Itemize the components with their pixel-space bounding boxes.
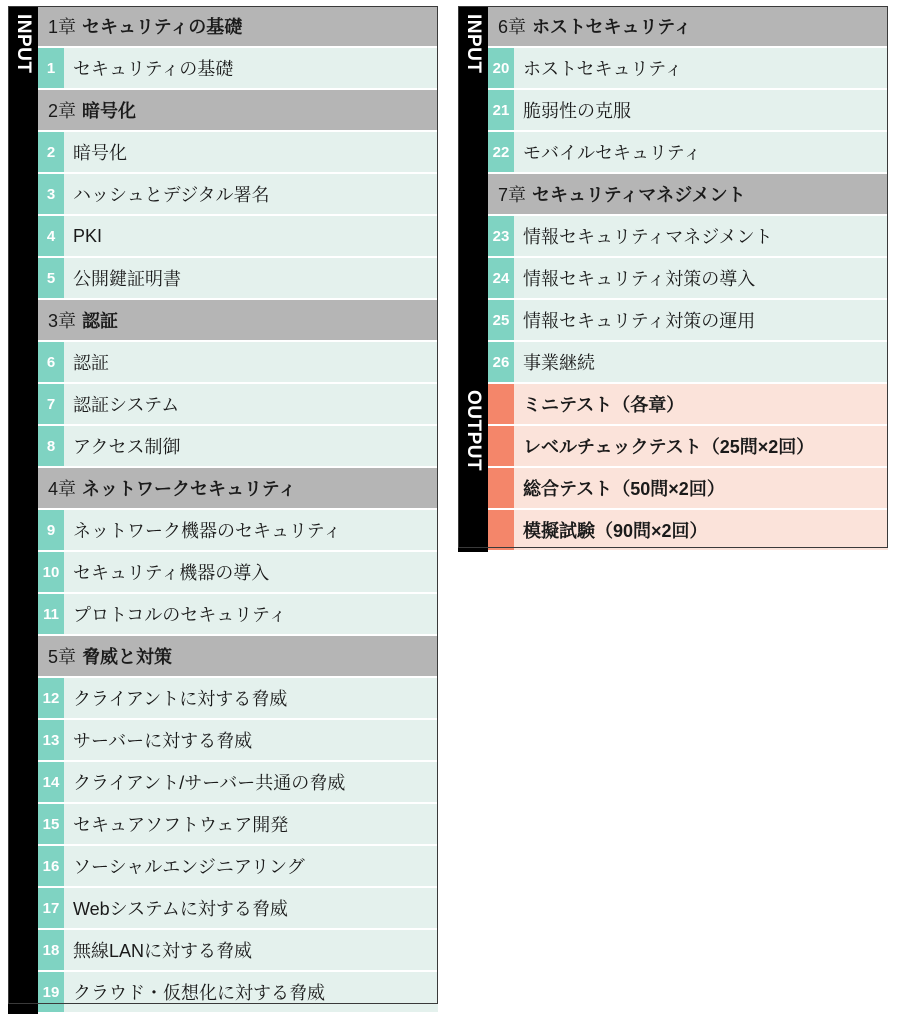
lesson-row[interactable] [38,804,438,846]
lesson-number: 3 [38,174,64,214]
lesson-title: クライアントに対する脅威 [73,689,288,709]
left-column [8,6,438,1014]
output-rail-right-label: OUTPUT [463,390,484,472]
right-column-rows [488,6,888,552]
output-swatch [488,468,514,508]
lesson-number: 12 [38,678,64,718]
lesson-row[interactable] [38,342,438,384]
lesson-title: 情報セキュリティマネジメント [523,227,773,247]
lesson-number: 9 [38,510,64,550]
lesson-row[interactable] [38,552,438,594]
lesson-row[interactable] [38,174,438,216]
output-row[interactable] [488,510,888,552]
chapter-number: 4章 [48,479,77,499]
output-row[interactable] [488,426,888,468]
chapter-title: ホストセキュリティ [532,17,692,37]
chapter-title: 暗号化 [82,101,137,121]
lesson-title: プロトコルのセキュリティ [73,605,287,625]
lesson-row[interactable] [488,90,888,132]
lesson-row[interactable] [38,720,438,762]
lesson-number: 16 [38,846,64,886]
lesson-title: 脆弱性の克服 [523,101,631,121]
output-row[interactable] [488,384,888,426]
lesson-title: ネットワーク機器のセキュリティ [73,521,342,541]
lesson-title: 情報セキュリティ対策の運用 [523,311,756,331]
output-title: 総合テスト（50問×2回） [523,479,725,499]
chapter-title: ネットワークセキュリティ [82,479,297,499]
lesson-row[interactable] [38,972,438,1014]
chapter-label [38,468,296,508]
input-rail-left-label: INPUT [13,14,34,74]
lesson-row[interactable] [488,300,888,342]
chapter-header-row [38,90,438,132]
input-rail-right-label: INPUT [463,14,484,74]
chapter-number: 5章 [48,647,77,667]
chapter-label [38,300,118,340]
input-rail-right [458,6,488,384]
lesson-title: セキュリティの基礎 [73,59,234,79]
lesson-title: クライアント/サーバー共通の脅威 [73,773,346,793]
chapter-header-row [488,6,888,48]
chapter-number: 2章 [48,101,77,121]
lesson-number: 18 [38,930,64,970]
chapter-header-row [488,174,888,216]
chapter-label [488,6,692,46]
lesson-title: モバイルセキュリティ [523,143,702,163]
right-rail-stack [458,6,488,552]
lesson-title: PKI [73,225,103,246]
lesson-number: 8 [38,426,64,466]
lesson-number: 21 [488,90,514,130]
lesson-number: 26 [488,342,514,382]
lesson-title: サーバーに対する脅威 [73,731,253,751]
lesson-number: 5 [38,258,64,298]
lesson-number: 14 [38,762,64,802]
lesson-row[interactable] [488,258,888,300]
lesson-row[interactable] [38,426,438,468]
left-column-rows [38,6,438,1014]
lesson-row[interactable] [38,48,438,90]
lesson-row[interactable] [38,888,438,930]
lesson-title: セキュアソフトウェア開発 [73,815,289,835]
output-title: 模擬試験（90問×2回） [523,521,708,541]
lesson-row[interactable] [38,762,438,804]
chapter-number: 1章 [48,17,77,37]
lesson-row[interactable] [38,384,438,426]
lesson-number: 7 [38,384,64,424]
lesson-row[interactable] [38,216,438,258]
chapter-header-row [38,468,438,510]
lesson-number: 11 [38,594,64,634]
output-row[interactable] [488,468,888,510]
lesson-title: 事業継続 [523,353,595,373]
lesson-number: 10 [38,552,64,592]
lesson-number: 1 [38,48,64,88]
lesson-title: ホストセキュリティ [523,59,683,79]
input-rail-left [8,6,38,1014]
output-swatch [488,384,514,424]
chapter-header-row [38,6,438,48]
chapter-label [38,6,242,46]
lesson-title: 公開鍵証明書 [73,269,181,289]
output-swatch [488,510,514,550]
chapter-title: 認証 [82,311,119,331]
lesson-row[interactable] [38,846,438,888]
lesson-number: 25 [488,300,514,340]
lesson-number: 15 [38,804,64,844]
lesson-title: 情報セキュリティ対策の導入 [523,269,756,289]
lesson-number: 19 [38,972,64,1012]
lesson-number: 24 [488,258,514,298]
output-title: ミニテスト（各章） [523,395,685,415]
lesson-title: ソーシャルエンジニアリング [73,857,305,877]
lesson-number: 17 [38,888,64,928]
chapter-label [38,90,136,130]
lesson-number: 22 [488,132,514,172]
lesson-title: 暗号化 [73,143,127,163]
chapter-title: セキュリティマネジメント [532,185,746,205]
lesson-number: 13 [38,720,64,760]
lesson-title: セキュリティ機器の導入 [73,563,270,583]
lesson-title: 無線LANに対する脅威 [73,941,253,961]
output-swatch [488,426,514,466]
lesson-row[interactable] [38,132,438,174]
lesson-number: 23 [488,216,514,256]
chapter-header-row [38,636,438,678]
lesson-title: Webシステムに対する脅威 [73,899,288,919]
chapter-header-row [38,300,438,342]
chapter-number: 7章 [498,185,527,205]
lesson-row[interactable] [38,594,438,636]
chapter-label [38,636,172,676]
lesson-row[interactable] [488,216,888,258]
chapter-title: セキュリティの基礎 [82,17,243,37]
chapter-number: 3章 [48,311,77,331]
lesson-row[interactable] [488,342,888,384]
lesson-title: アクセス制御 [73,437,181,457]
output-rail-right [458,384,488,552]
lesson-number: 20 [488,48,514,88]
lesson-row[interactable] [488,48,888,90]
lesson-row[interactable] [488,132,888,174]
lesson-row[interactable] [38,930,438,972]
lesson-number: 4 [38,216,64,256]
lesson-row[interactable] [38,510,438,552]
lesson-title: 認証システム [73,395,180,415]
lesson-title: ハッシュとデジタル署名 [73,185,270,205]
lesson-number: 2 [38,132,64,172]
chapter-title: 脅威と対策 [82,647,173,667]
lesson-title: 認証 [73,353,109,373]
right-column [458,6,888,552]
lesson-title: クラウド・仮想化に対する脅威 [73,983,325,1003]
lesson-number: 6 [38,342,64,382]
lesson-row[interactable] [38,258,438,300]
output-title: レベルチェックテスト（25問×2回） [523,437,815,457]
lesson-row[interactable] [38,678,438,720]
chapter-number: 6章 [498,17,527,37]
chapter-label [488,174,746,214]
